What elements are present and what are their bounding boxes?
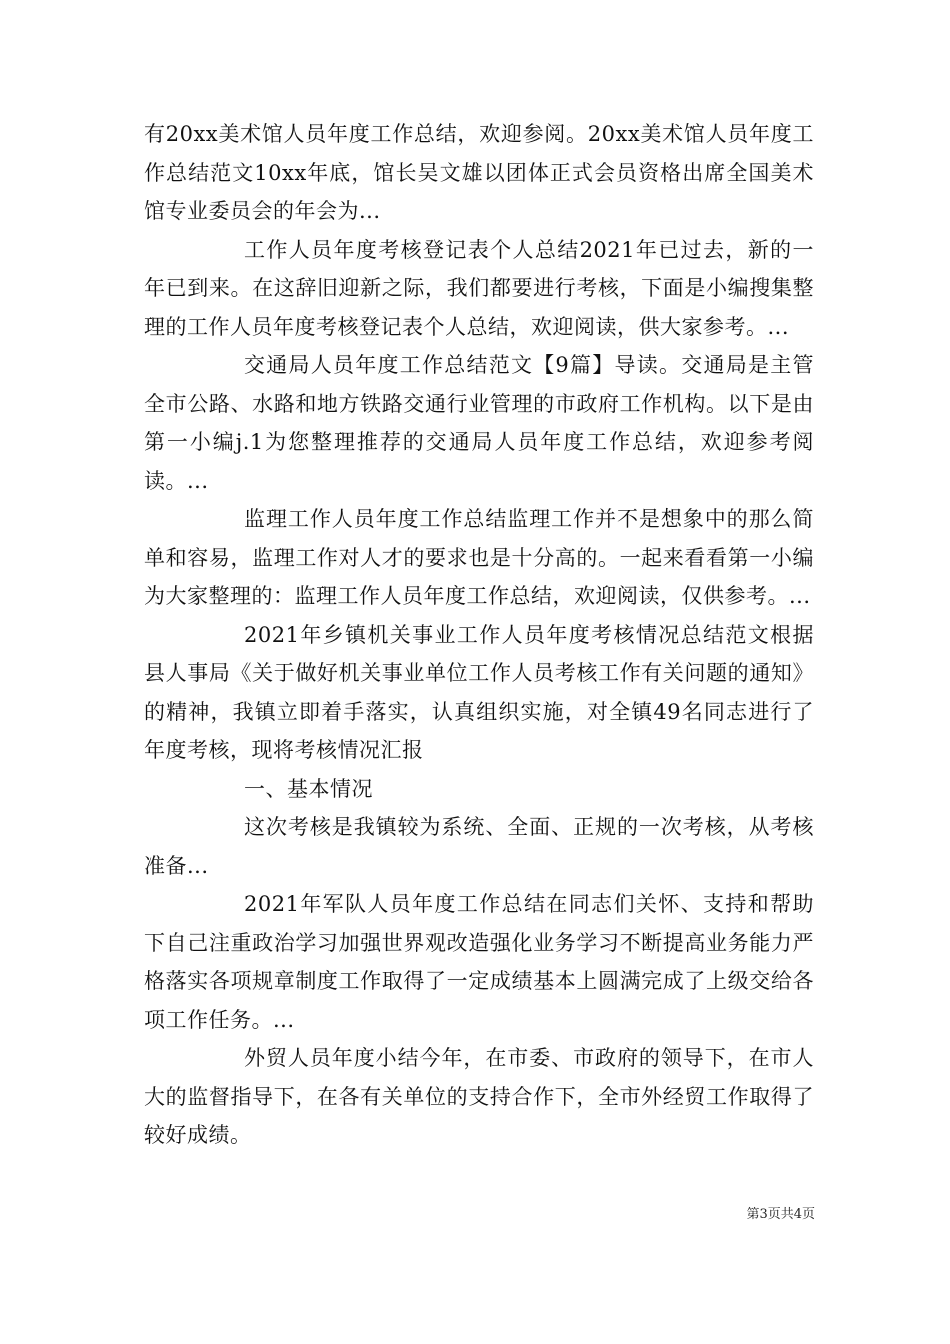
document-body xyxy=(144,115,814,1155)
paragraph-jiaotongju: 交通局人员年度工作总结范文【9篇】导读。交通局是主管全市公路、水路和地方铁路交通行业管理的市政府工作机构。以下是由第一小编j.1为您整理推荐的交通局人员年度工作总结，欢迎参考阅读。... xyxy=(144,353,814,493)
paragraph-meishuguan: 有20xx美术馆人员年度工作总结，欢迎参阅。20xx美术馆人员年度工作总结范文10xx年底，馆长吴文雄以团体正式会员资格出席全国美术馆专业委员会的年会为... xyxy=(144,122,814,223)
paragraph-jundui: 2021年军队人员年度工作总结在同志们关怀、支持和帮助下自己注重政治学习加强世界观改造强化业务学习不断提高业务能力严格落实各项规章制度工作取得了一定成绩基本上圆满完成了上级交给各项工作任务。... xyxy=(144,892,814,1032)
paragraph-kaohe-zhunbei: 这次考核是我镇较为系统、全面、正规的一次考核，从考核准备... xyxy=(144,815,814,878)
paragraph-waimao: 外贸人员年度小结今年，在市委、市政府的领导下，在市人大的监督指导下，在各有关单位的支持合作下，全市外经贸工作取得了较好成绩。 xyxy=(144,1046,814,1147)
paragraph-xiangzhen: 2021年乡镇机关事业工作人员年度考核情况总结范文根据县人事局《关于做好机关事业单位工作人员考核工作有关问题的通知》的精神，我镇立即着手落实，认真组织实施，对全镇49名同志进行了年度考核，现将考核情况汇报 xyxy=(144,622,814,762)
page-number-footer: 第3页共4页 xyxy=(746,1207,815,1222)
paragraph-kaohe-dengjibiao: 工作人员年度考核登记表个人总结2021年已过去，新的一年已到来。在这辞旧迎新之际，我们都要进行考核，下面是小编搜集整理的工作人员年度考核登记表个人总结，欢迎阅读，供大家参考。... xyxy=(144,237,814,339)
section-heading-basic-situation: 一、基本情况 xyxy=(244,776,373,801)
paragraph-jianli: 监理工作人员年度工作总结监理工作并不是想象中的那么简单和容易，监理工作对人才的要求也是十分高的。一起来看看第一小编为大家整理的：监理工作人员年度工作总结，欢迎阅读，仅供参考。... xyxy=(144,507,814,608)
